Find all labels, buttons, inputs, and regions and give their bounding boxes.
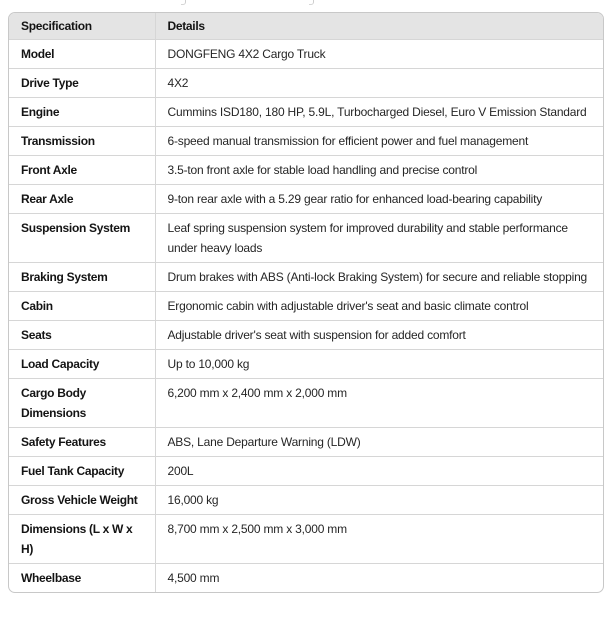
- spec-cell: Seats: [9, 321, 155, 350]
- table-row: [9, 321, 603, 350]
- details-cell: 8,700 mm x 2,500 mm x 3,000 mm: [155, 515, 603, 564]
- table-row: [9, 350, 603, 379]
- spec-column-header: Specification: [9, 13, 155, 40]
- details-cell: Drum brakes with ABS (Anti-lock Braking System) for secure and reliable stopping: [155, 263, 603, 292]
- spec-cell: Fuel Tank Capacity: [9, 457, 155, 486]
- table-row: [9, 98, 603, 127]
- spec-cell: Transmission: [9, 127, 155, 156]
- spec-cell: Dimensions (L x W x H): [9, 515, 155, 564]
- details-cell: 4,500 mm: [155, 564, 603, 593]
- spec-cell: Drive Type: [9, 69, 155, 98]
- table-row: [9, 214, 603, 263]
- header-row: [9, 13, 603, 40]
- spec-cell: Cargo Body Dimensions: [9, 379, 155, 428]
- table-row: [9, 40, 603, 69]
- spec-cell: Braking System: [9, 263, 155, 292]
- table-row: [9, 457, 603, 486]
- table-row: [9, 486, 603, 515]
- spec-cell: Cabin: [9, 292, 155, 321]
- spec-cell: Wheelbase: [9, 564, 155, 593]
- table-row: [9, 564, 603, 593]
- spec-cell: Model: [9, 40, 155, 69]
- spec-cell: Suspension System: [9, 214, 155, 263]
- details-cell: Ergonomic cabin with adjustable driver's seat and basic climate control: [155, 292, 603, 321]
- details-cell: 16,000 kg: [155, 486, 603, 515]
- table-row: [9, 185, 603, 214]
- details-cell: 4X2: [155, 69, 603, 98]
- spec-cell: Load Capacity: [9, 350, 155, 379]
- details-column-header: Details: [155, 13, 603, 40]
- table-row: [9, 428, 603, 457]
- spec-table-container: [8, 12, 604, 593]
- details-cell: Cummins ISD180, 180 HP, 5.9L, Turbocharged Diesel, Euro V Emission Standard: [155, 98, 603, 127]
- clipped-text-remnant: [181, 0, 186, 5]
- details-cell: DONGFENG 4X2 Cargo Truck: [155, 40, 603, 69]
- spec-cell: Safety Features: [9, 428, 155, 457]
- details-cell: 3.5-ton front axle for stable load handling and precise control: [155, 156, 603, 185]
- details-cell: Adjustable driver's seat with suspension for added comfort: [155, 321, 603, 350]
- table-row: [9, 69, 603, 98]
- table-row: [9, 127, 603, 156]
- clipped-text-remnant: [309, 0, 314, 5]
- spec-table: [9, 13, 603, 592]
- table-row: [9, 515, 603, 564]
- details-cell: 200L: [155, 457, 603, 486]
- details-cell: 6,200 mm x 2,400 mm x 2,000 mm: [155, 379, 603, 428]
- spec-cell: Engine: [9, 98, 155, 127]
- details-cell: 9-ton rear axle with a 5.29 gear ratio for enhanced load-bearing capability: [155, 185, 603, 214]
- spec-cell: Rear Axle: [9, 185, 155, 214]
- details-cell: ABS, Lane Departure Warning (LDW): [155, 428, 603, 457]
- details-cell: Leaf spring suspension system for improved durability and stable performance under heavy loads: [155, 214, 603, 263]
- details-cell: 6-speed manual transmission for efficient power and fuel management: [155, 127, 603, 156]
- spec-cell: Gross Vehicle Weight: [9, 486, 155, 515]
- table-row: [9, 379, 603, 428]
- table-row: [9, 156, 603, 185]
- details-cell: Up to 10,000 kg: [155, 350, 603, 379]
- table-row: [9, 292, 603, 321]
- spec-cell: Front Axle: [9, 156, 155, 185]
- table-row: [9, 263, 603, 292]
